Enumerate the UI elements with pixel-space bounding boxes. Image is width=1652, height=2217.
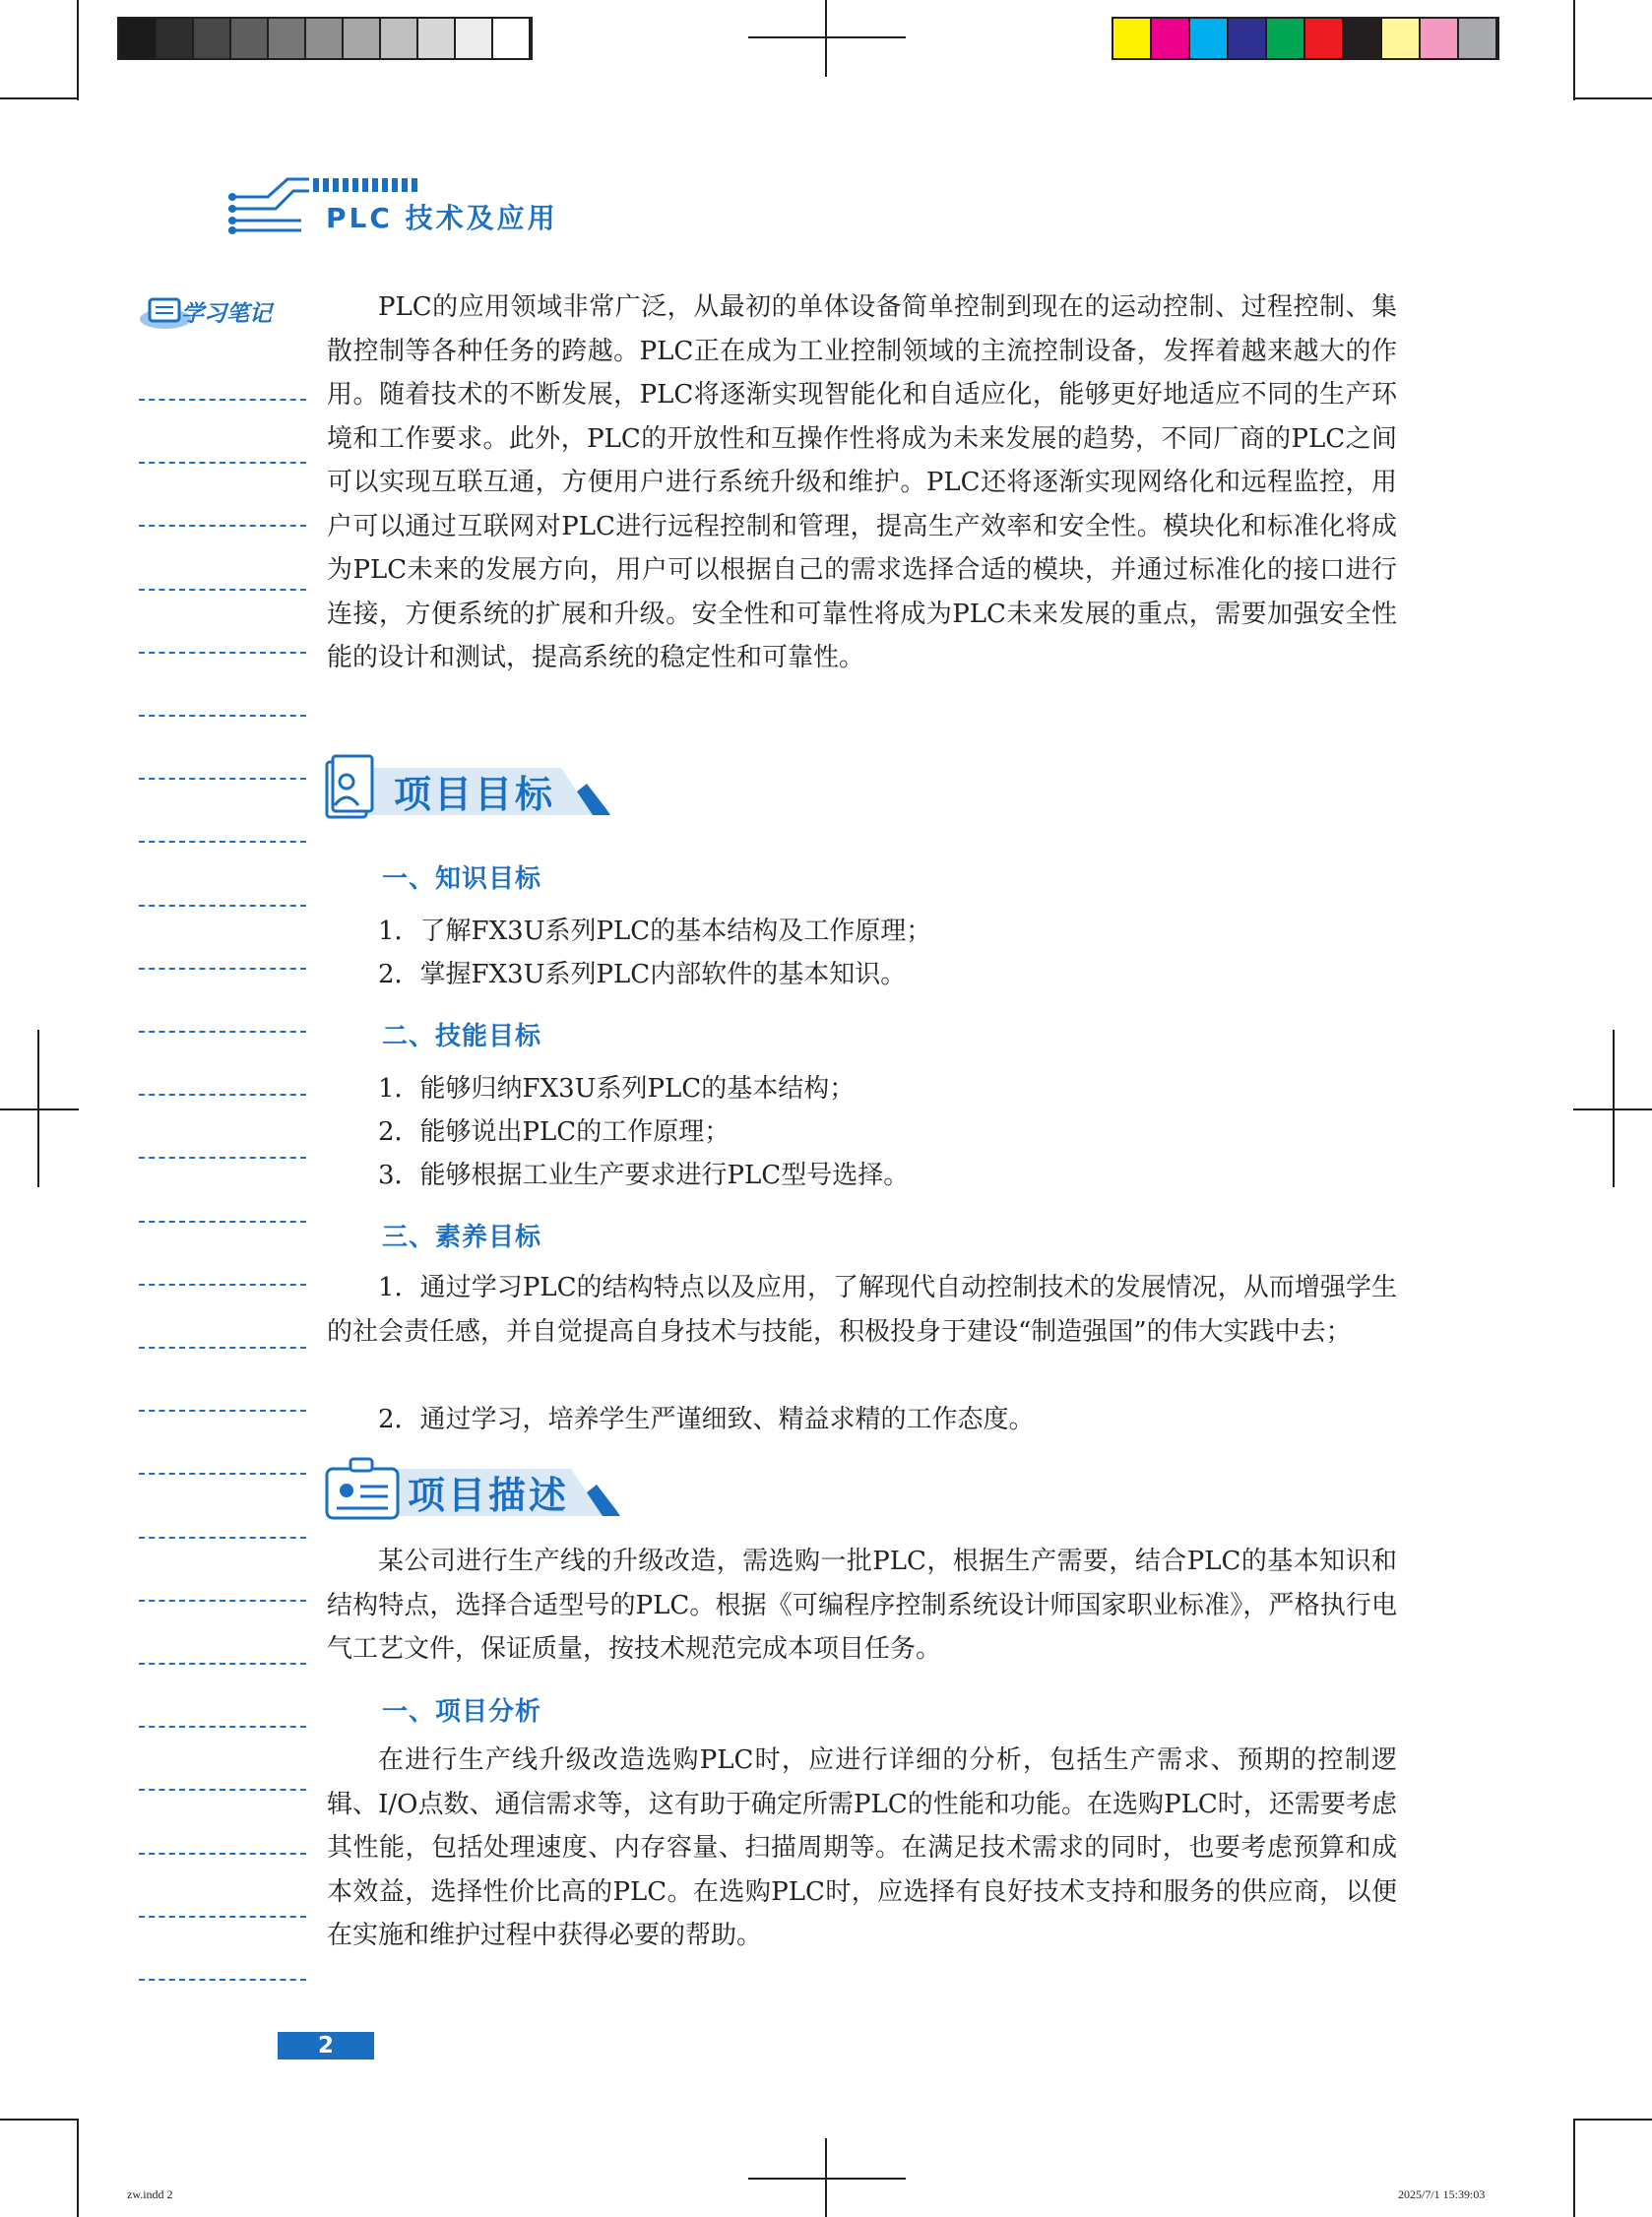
color-swatch bbox=[194, 19, 231, 58]
note-line bbox=[139, 652, 306, 654]
note-line bbox=[139, 589, 306, 591]
analysis-paragraph: 在进行生产线升级改造选购PLC时，应进行详细的分析，包括生产需求、预期的控制逻辑、I/O点数、通信需求等，这有助于确定所需PLC的性能和功能。在选购PLC时，还需要考虑其性能，包括处理速度、内存容量、扫描周期等。在满足技术需求的同时，也要考虑预算和成本效益，选择性价比高的PLC。在选购PLC时，应选择有良好技术支持和服务的供应商，以便在实施和维护过程中获得必要的帮助。 bbox=[327, 1745, 1397, 1950]
color-swatch bbox=[1229, 19, 1267, 58]
color-swatch bbox=[1190, 19, 1229, 58]
note-line bbox=[139, 715, 306, 717]
color-swatch bbox=[1344, 19, 1382, 58]
color-swatch bbox=[344, 19, 381, 58]
color-registration-bar bbox=[1112, 17, 1499, 60]
list-item: 2．掌握FX3U系列PLC内部软件的基本知识。 bbox=[378, 960, 907, 989]
color-swatch bbox=[381, 19, 418, 58]
note-line bbox=[139, 778, 306, 780]
goals-title: 项目目标 bbox=[394, 773, 556, 816]
page-number: 2 bbox=[278, 2032, 374, 2059]
color-swatch bbox=[306, 19, 344, 58]
color-swatch bbox=[1459, 19, 1497, 58]
note-line bbox=[139, 1853, 306, 1855]
study-notes-label: 学习笔记 bbox=[181, 301, 272, 327]
color-swatch bbox=[1152, 19, 1190, 58]
list-item: 2．通过学习，培养学生严谨细致、精益求精的工作态度。 bbox=[378, 1405, 1035, 1434]
note-line bbox=[139, 1537, 306, 1539]
color-swatch bbox=[1113, 19, 1152, 58]
note-line bbox=[139, 1284, 306, 1286]
note-line bbox=[139, 399, 306, 401]
color-swatch bbox=[1382, 19, 1421, 58]
note-line bbox=[139, 1347, 306, 1349]
color-swatch bbox=[456, 19, 493, 58]
description-paragraph: 某公司进行生产线的升级改造，需选购一批PLC，根据生产需要，结合PLC的基本知识和结构特点，选择合适型号的PLC。根据《可编程序控制系统设计师国家职业标准》，严格执行电气工艺文件，保证质量，按技术规范完成本项目任务。 bbox=[327, 1547, 1397, 1664]
list-item: 2．能够说出PLC的工作原理； bbox=[378, 1117, 731, 1147]
color-swatch bbox=[269, 19, 306, 58]
note-line bbox=[139, 1600, 306, 1602]
skill-goals-heading: 二、技能目标 bbox=[382, 1022, 542, 1051]
note-line bbox=[139, 462, 306, 464]
note-line bbox=[139, 1789, 306, 1791]
grayscale-registration-bar bbox=[117, 17, 533, 60]
note-line bbox=[139, 1726, 306, 1728]
intro-paragraph: PLC的应用领域非常广泛，从最初的单体设备简单控制到现在的运动控制、过程控制、集散控制等各种任务的跨越。PLC正在成为工业控制领域的主流控制设备，发挥着越来越大的作用。随着技术的不断发展，PLC将逐渐实现智能化和自适应化，能够更好地适应不同的生产环境和工作要求。此外，PLC的开放性和互操作性将成为未来发展的趋势，不同厂商的PLC之间可以实现互联互通，方便用户进行系统升级和维护。PLC还将逐渐实现网络化和远程监控，用户可以通过互联网对PLC进行远程控制和管理，提高生产效率和安全性。模块化和标准化将成为PLC未来的发展方向，用户可以根据自己的需求选择合适的模块，并通过标准化的接口进行连接，方便系统的扩展和升级。安全性和可靠性将成为PLC未来发展的重点，需要加强安全性能的设计和测试，提高系统的稳定性和可靠性。 bbox=[327, 292, 1397, 672]
timestamp-slug: 2025/7/1 15:39:03 bbox=[1398, 2187, 1486, 2201]
note-line bbox=[139, 1410, 306, 1412]
file-slug: zw.indd 2 bbox=[127, 2187, 173, 2201]
note-line bbox=[139, 1031, 306, 1033]
note-line bbox=[139, 1157, 306, 1159]
analysis-heading: 一、项目分析 bbox=[382, 1697, 542, 1727]
note-line bbox=[139, 525, 306, 527]
note-line bbox=[139, 1663, 306, 1665]
list-item: 3．能够根据工业生产要求进行PLC型号选择。 bbox=[378, 1161, 910, 1190]
note-line bbox=[139, 1979, 306, 1981]
color-swatch bbox=[119, 19, 157, 58]
literacy-goals-heading: 三、素养目标 bbox=[382, 1223, 542, 1252]
color-swatch bbox=[157, 19, 194, 58]
color-swatch bbox=[1305, 19, 1344, 58]
note-line bbox=[139, 841, 306, 843]
color-swatch bbox=[493, 19, 531, 58]
color-swatch bbox=[1267, 19, 1305, 58]
color-swatch bbox=[231, 19, 269, 58]
note-line bbox=[139, 1094, 306, 1096]
note-line bbox=[139, 968, 306, 970]
literacy-goal-item: 1．通过学习PLC的结构特点以及应用，了解现代自动控制技术的发展情况，从而增强学生的社会责任感，并自觉提高自身技术与技能，积极投身于建设“制造强国”的伟大实践中去； bbox=[327, 1273, 1397, 1347]
color-swatch bbox=[1421, 19, 1459, 58]
color-swatch bbox=[418, 19, 456, 58]
list-item: 1．能够归纳FX3U系列PLC的基本结构； bbox=[378, 1074, 856, 1104]
running-header-title: PLC 技术及应用 bbox=[326, 202, 558, 234]
note-line bbox=[139, 1473, 306, 1475]
list-item: 1．了解FX3U系列PLC的基本结构及工作原理； bbox=[378, 917, 932, 946]
note-line bbox=[139, 1916, 306, 1918]
note-line bbox=[139, 1221, 306, 1223]
note-line bbox=[139, 905, 306, 907]
description-title: 项目描述 bbox=[408, 1474, 570, 1517]
knowledge-goals-heading: 一、知识目标 bbox=[382, 864, 542, 894]
